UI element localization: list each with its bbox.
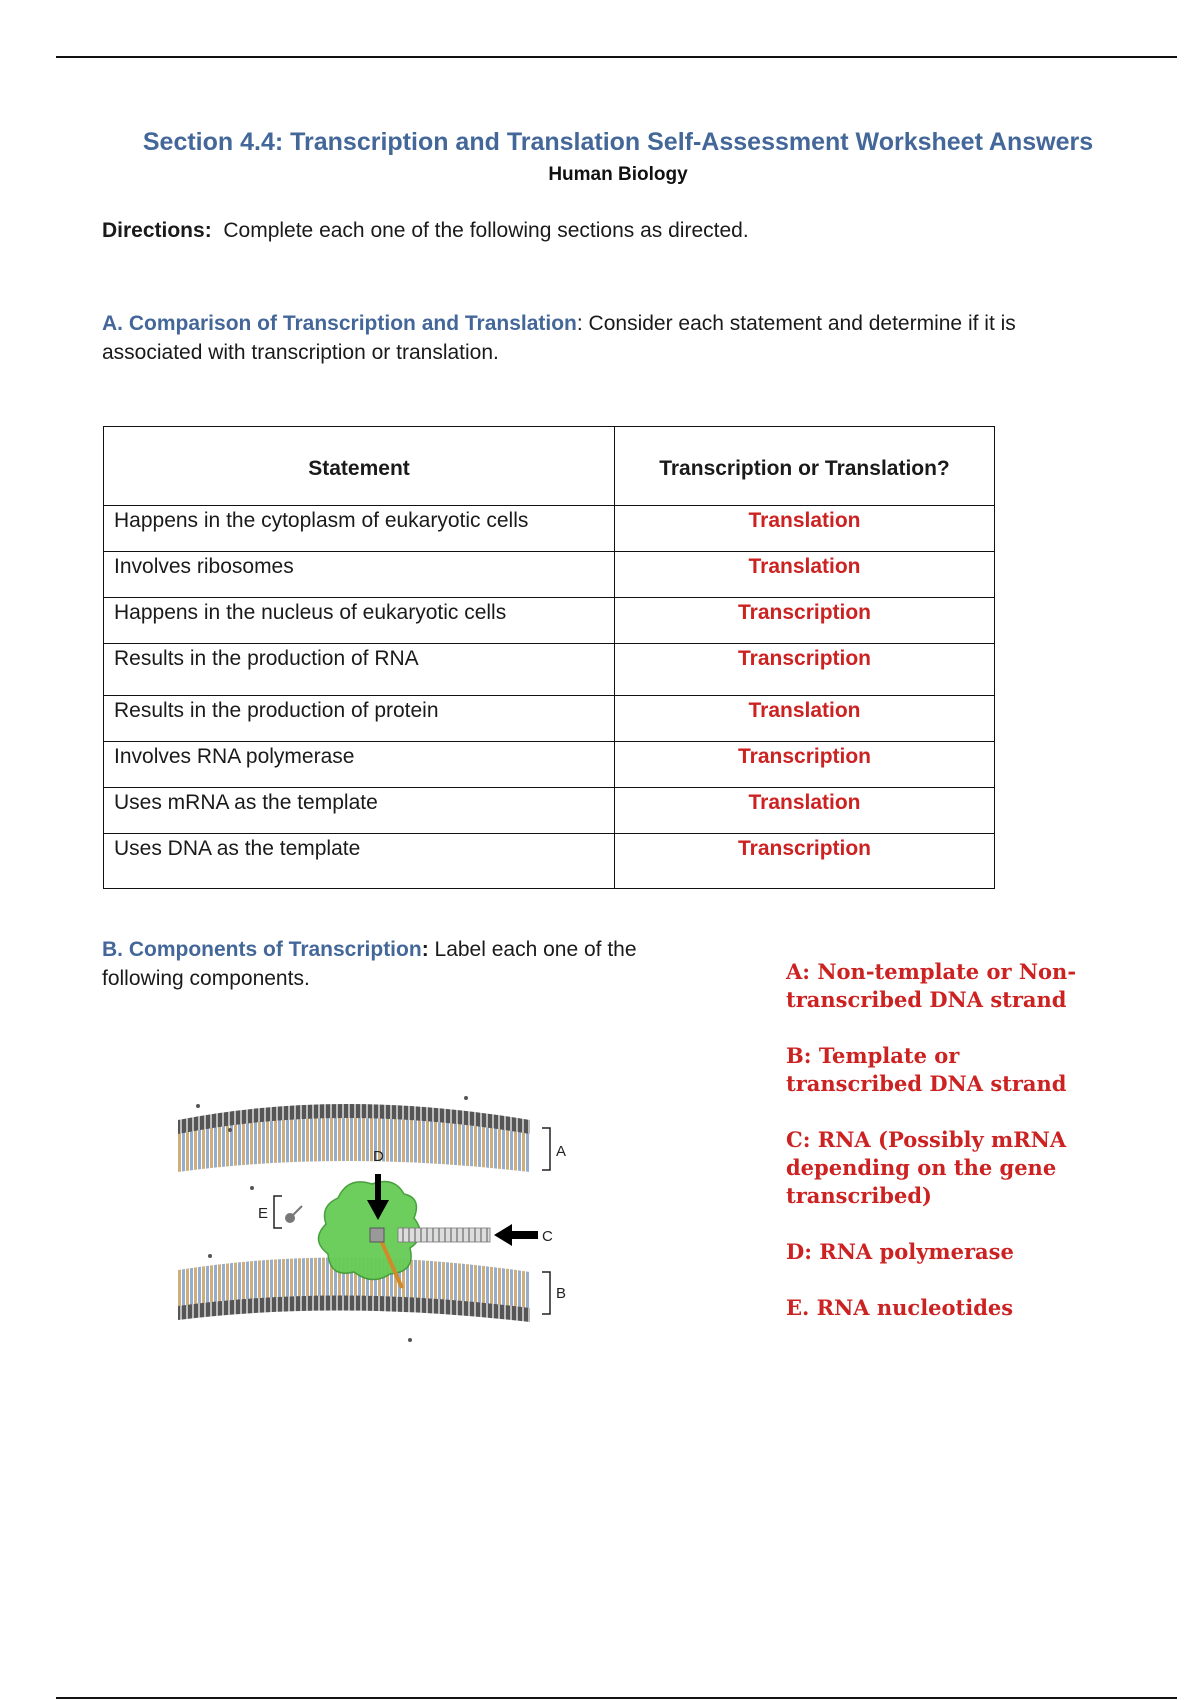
header-answer: Transcription or Translation? — [615, 427, 995, 506]
answer-cell: Transcription — [615, 742, 995, 788]
statement-cell: Happens in the cytoplasm of eukaryotic cells — [104, 506, 615, 552]
section-b-heading: B. Components of Transcription — [102, 938, 422, 961]
table-row — [104, 552, 995, 598]
answer-cell: Translation — [615, 552, 995, 598]
header-statement: Statement — [104, 427, 615, 506]
top-rule — [56, 56, 1177, 58]
table-row — [104, 506, 995, 552]
section-b-intro — [102, 935, 702, 993]
rna-transcript — [398, 1228, 490, 1242]
statement-cell: Results in the production of RNA — [104, 644, 615, 696]
answer-key — [786, 958, 1086, 1350]
nucleotide-piece — [370, 1228, 384, 1242]
arrow-c — [494, 1224, 538, 1246]
table-row — [104, 834, 995, 889]
answer-d: D: RNA polymerase — [786, 1239, 1014, 1264]
answer-cell: Translation — [615, 696, 995, 742]
directions-label: Directions: — [102, 219, 212, 242]
answer-c: C: RNA (Possibly mRNA depending on the gene transcribed) — [786, 1127, 1067, 1208]
statement-cell: Results in the production of protein — [104, 696, 615, 742]
label-c: C — [542, 1228, 553, 1245]
section-b-colon: : — [421, 938, 429, 961]
answer-cell: Translation — [615, 506, 995, 552]
bracket-a — [542, 1128, 550, 1170]
table-header-row — [104, 427, 995, 506]
answer-cell: Transcription — [615, 834, 995, 889]
directions-text: Complete each one of the following sections as directed. — [223, 219, 749, 242]
table-row — [104, 598, 995, 644]
statement-cell: Involves RNA polymerase — [104, 742, 615, 788]
label-b: B — [556, 1285, 567, 1302]
label-a: A — [556, 1143, 567, 1160]
bottom-rule — [56, 1697, 1177, 1699]
answer-a: A: Non-template or Non-transcribed DNA strand — [786, 959, 1077, 1012]
statement-cell: Involves ribosomes — [104, 552, 615, 598]
table-row — [104, 788, 995, 834]
table-row — [104, 696, 995, 742]
table-row — [104, 644, 995, 696]
answer-e: E. RNA nucleotides — [786, 1295, 1014, 1320]
section-b-text: Label each one of the following components. — [102, 938, 637, 990]
directions — [102, 219, 749, 243]
bracket-e — [274, 1196, 282, 1228]
label-e: E — [258, 1205, 269, 1222]
label-d: D — [373, 1148, 384, 1165]
bracket-b — [542, 1272, 550, 1314]
section-a-heading: A. Comparison of Transcription and Translation — [102, 312, 577, 335]
statement-cell: Uses mRNA as the template — [104, 788, 615, 834]
answer-b: B: Template or transcribed DNA strand — [786, 1043, 1067, 1096]
table-row — [104, 742, 995, 788]
statement-cell: Uses DNA as the template — [104, 834, 615, 889]
transcription-diagram — [170, 1078, 590, 1353]
answer-cell: Transcription — [615, 644, 995, 696]
answer-cell: Translation — [615, 788, 995, 834]
page-subtitle: Human Biology — [548, 164, 688, 185]
section-a-intro — [102, 309, 1102, 367]
section-a-text: : Consider each statement and determine if it is associated with transcription or translation. — [102, 312, 1016, 364]
statement-cell: Happens in the nucleus of eukaryotic cells — [104, 598, 615, 644]
comparison-table — [103, 426, 995, 889]
non-template-strand — [178, 1104, 530, 1172]
page-title: Section 4.4: Transcription and Translation Self-Assessment Worksheet Answers — [142, 128, 1094, 156]
answer-cell: Transcription — [615, 598, 995, 644]
